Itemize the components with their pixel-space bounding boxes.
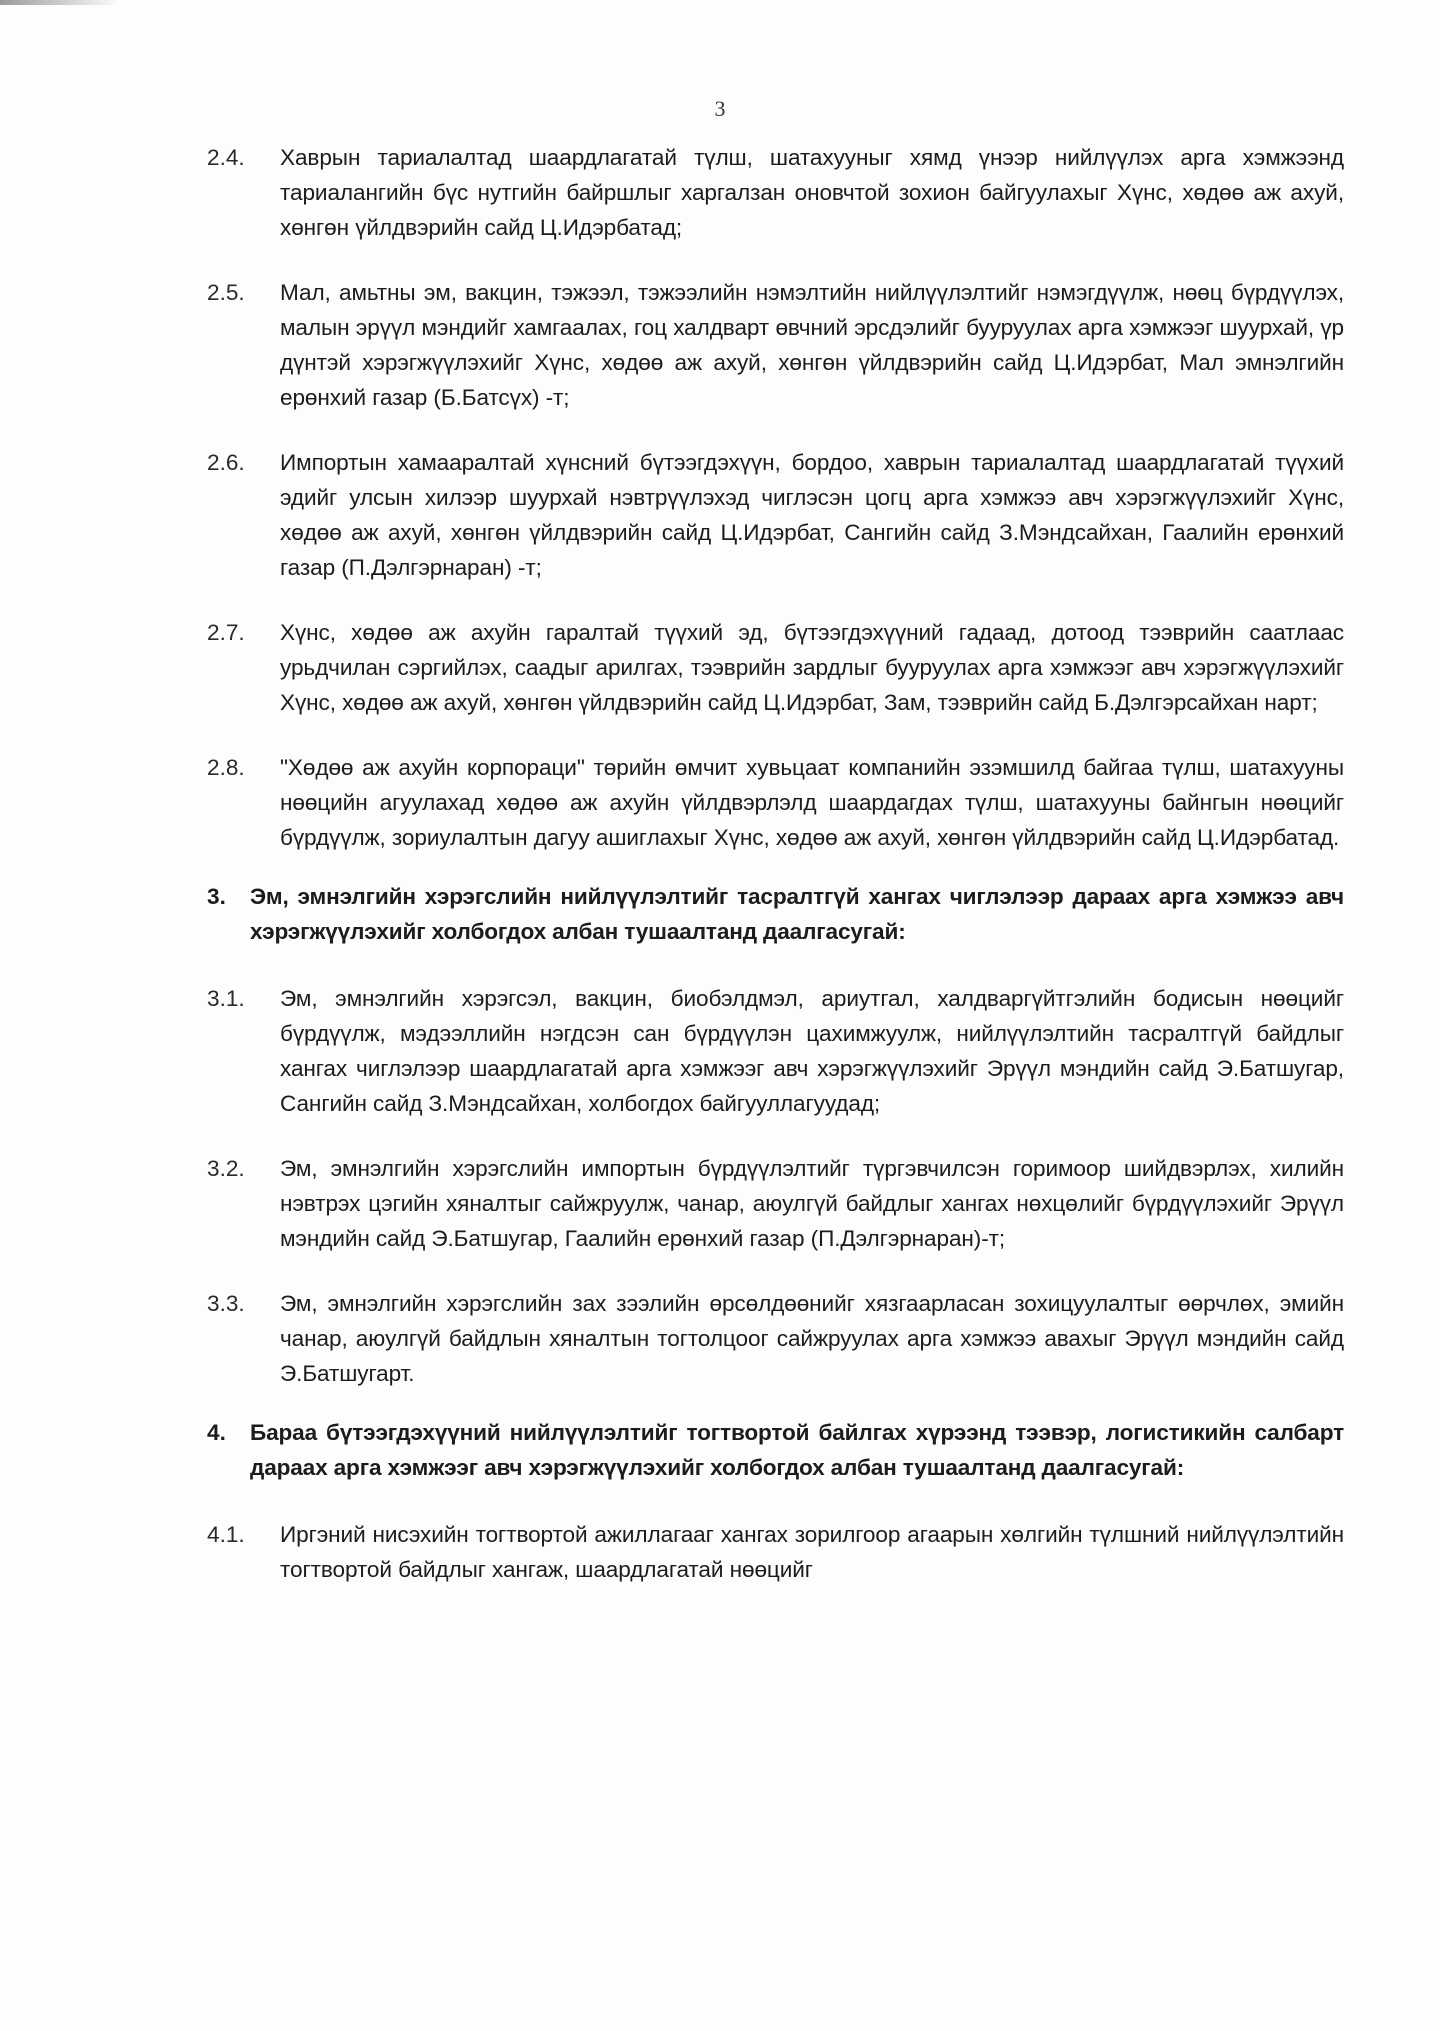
clause-3-2	[207, 1151, 1344, 1256]
section-number: 4.	[207, 1420, 226, 1445]
clause-number: 2.5.	[207, 280, 245, 305]
clause-text: Эм, эмнэлгийн хэрэгслийн зах зээлийн өрсөлдөөнийг хязгаарласан зохицуулалтыг өөрчлөх, эмийн чанар, аюулгүй байдлын хяналтын тогтолцоог сайжруулах арга хэмжээ авахыг Эрүүл мэндийн сайд Э.Батшугарт.	[280, 1291, 1344, 1386]
clause-3-1	[207, 981, 1344, 1121]
clause-text: Эм, эмнэлгийн хэрэгсэл, вакцин, биобэлдмэл, ариутгал, халдваргүйтгэлийн бодисын нөөцийг бүрдүүлж, мэдээллийн нэгдсэн сан бүрдүүлэн цахимжуулж, нийлүүлэлтийн тасралтгүй байдлыг хангах чиглэлээр шаардлагатай арга хэмжээг авч хэрэгжүүлэхийг Эрүүл мэндийн сайд Э.Батшугар, Сангийн сайд З.Мэндсайхан, холбогдох байгууллагуудад;	[280, 986, 1344, 1116]
clause-text: "Хөдөө аж ахуйн корпораци" төрийн өмчит хувьцаат компанийн эзэмшилд байгаа түлш, шатахууны нөөцийн агуулахад хөдөө аж ахуйн үйлдвэрлэлд шаардагдах түлш, шатахууны байнгын нөөцийг бүрдүүлж, зориулалтын дагуу ашиглахыг Хүнс, хөдөө аж ахуй, хөнгөн үйлдвэрийн сайд Ц.Идэрбатад.	[280, 755, 1344, 850]
clause-2-6	[207, 445, 1344, 585]
section-number: 3.	[207, 884, 226, 909]
clause-text: Хүнс, хөдөө аж ахуйн гаралтай түүхий эд, бүтээгдэхүүний гадаад, дотоод тээврийн саатлаас урьдчилан сэргийлэх, саадыг арилгах, тээврийн зардлыг бууруулах арга хэмжээг авч хэрэгжүүлэхийг Хүнс, хөдөө аж ахуй, хөнгөн үйлдвэрийн сайд Ц.Идэрбат, Зам, тээврийн сайд Б.Дэлгэрсайхан нарт;	[280, 620, 1344, 715]
section-3-heading	[207, 879, 1344, 949]
clause-4-1	[207, 1517, 1344, 1587]
clause-2-5	[207, 275, 1344, 415]
clause-number: 2.7.	[207, 620, 245, 645]
clause-2-8	[207, 750, 1344, 855]
clause-number: 3.3.	[207, 1291, 245, 1316]
clause-text: Хаврын тариалалтад шаардлагатай түлш, шатахууныг хямд үнээр нийлүүлэх арга хэмжээнд тариалангийн бүс нутгийн байршлыг харгалзан оновчтой зохион байгуулахыг Хүнс, хөдөө аж ахуй, хөнгөн үйлдвэрийн сайд Ц.Идэрбатад;	[280, 145, 1344, 240]
clause-number: 2.4.	[207, 145, 245, 170]
clause-number: 3.2.	[207, 1156, 245, 1181]
clause-number: 4.1.	[207, 1522, 245, 1547]
clause-text: Иргэний нисэхийн тогтвортой ажиллагааг хангах зорилгоор агаарын хөлгийн түлшний нийлүүлэлтийн тогтвортой байдлыг хангаж, шаардлагатай нөөцийг	[280, 1522, 1344, 1582]
clause-text: Мал, амьтны эм, вакцин, тэжээл, тэжээлийн нэмэлтийн нийлүүлэлтийг нэмэгдүүлж, нөөц бүрдүүлэх, малын эрүүл мэндийг хамгаалах, гоц халдварт өвчний эрсдэлийг бууруулах арга хэмжээг шуурхай, үр дүнтэй хэрэгжүүлэхийг Хүнс, хөдөө аж ахуй, хөнгөн үйлдвэрийн сайд Ц.Идэрбат, Мал эмнэлгийн ерөнхий газар (Б.Батсүх) -т;	[280, 280, 1344, 410]
section-heading-text: Эм, эмнэлгийн хэрэгслийн нийлүүлэлтийг тасралтгүй хангах чиглэлээр дараах арга хэмжээ авч хэрэгжүүлэхийг холбогдох албан тушаалтанд даалгасугай:	[250, 884, 1344, 944]
clause-2-7	[207, 615, 1344, 720]
document-body	[207, 140, 1344, 1617]
clause-3-3	[207, 1286, 1344, 1391]
clause-number: 2.8.	[207, 755, 245, 780]
clause-text: Эм, эмнэлгийн хэрэгслийн импортын бүрдүүлэлтийг түргэвчилсэн горимоор шийдвэрлэх, хилийн нэвтрэх цэгийн хяналтыг сайжруулж, чанар, аюулгүй байдлыг хангах нөхцөлийг бүрдүүлэхийг Эрүүл мэндийн сайд Э.Батшугар, Гаалийн ерөнхий газар (П.Дэлгэрнаран)-т;	[280, 1156, 1344, 1251]
section-heading-text: Бараа бүтээгдэхүүний нийлүүлэлтийг тогтвортой байлгах хүрээнд тээвэр, логистикийн салбарт дараах арга хэмжээг авч хэрэгжүүлэхийг холбогдох албан тушаалтанд даалгасугай:	[250, 1420, 1344, 1480]
section-4-heading	[207, 1415, 1344, 1485]
page-number: 3	[714, 96, 726, 121]
clause-text: Импортын хамааралтай хүнсний бүтээгдэхүүн, бордоо, хаврын тариалалтад шаардлагатай түүхий эдийг улсын хилээр шуурхай нэвтрүүлэхэд чиглэсэн цогц арга хэмжээ авч хэрэгжүүлэхийг Хүнс, хөдөө аж ахуй, хөнгөн үйлдвэрийн сайд Ц.Идэрбат, Сангийн сайд З.Мэндсайхан, Гаалийн ерөнхий газар (П.Дэлгэрнаран) -т;	[280, 450, 1344, 580]
clause-number: 2.6.	[207, 450, 245, 475]
clause-2-4	[207, 140, 1344, 245]
scan-edge-artifact	[0, 0, 120, 5]
clause-number: 3.1.	[207, 986, 245, 1011]
